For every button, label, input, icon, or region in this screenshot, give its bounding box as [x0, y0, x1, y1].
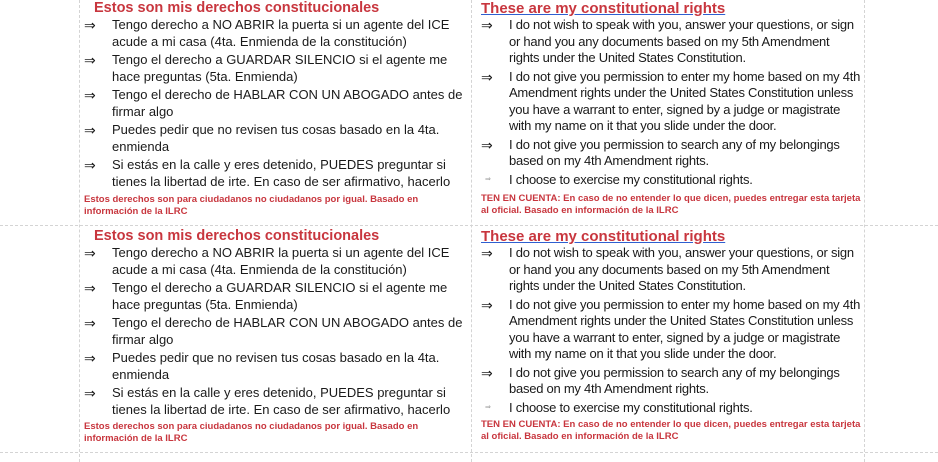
- double-arrow-right-icon: ⇒: [84, 17, 96, 33]
- footer-text: En caso de no entender lo que dicen, puedes entregar esta tarjeta al oficial. Basado en información de la ILRC: [481, 419, 861, 442]
- english-card-title: These are my constitutional rights: [481, 0, 726, 17]
- list-item: [84, 280, 468, 313]
- list-item: [481, 245, 861, 295]
- spanish-card-footer: Estos derechos son para ciudadanos no ciudadanos por igual. Basado en información de la ILRC: [84, 421, 419, 444]
- cut-guide-left: [79, 0, 80, 462]
- spanish-card-title: Estos son mis derechos constitucionales: [94, 228, 380, 244]
- list-item: [84, 245, 468, 278]
- english-rights-list: [481, 245, 861, 418]
- right-text: Puedes pedir que no revisen tus cosas basado en la 4ta. enmienda: [112, 122, 440, 154]
- right-text: Si estás en la calle y eres detenido, PUEDES preguntar si tienes la libertad de irte. En caso de ser afirmativo, hacerlo: [112, 385, 451, 417]
- list-item: [84, 122, 468, 155]
- double-arrow-right-icon: ⇒: [481, 68, 493, 85]
- spanish-rights-card-bottom: [84, 228, 468, 452]
- right-text: Tengo el derecho de HABLAR CON UN ABOGADO antes de firmar algo: [112, 315, 463, 347]
- cut-guide-middle-horizontal: [0, 225, 938, 226]
- english-rights-card-bottom: [481, 228, 861, 452]
- spanish-card-title: Estos son mis derechos constitucionales: [94, 0, 380, 16]
- cut-guide-middle: [471, 0, 472, 462]
- list-item: [84, 52, 468, 85]
- right-text: Tengo el derecho a GUARDAR SILENCIO si el agente me hace preguntas (5ta. Enmienda): [112, 52, 448, 84]
- right-text: I do not give you permission to search any of my belongings based on my 4th Amendment rights.: [509, 364, 840, 396]
- cut-guide-bottom: [0, 452, 938, 453]
- double-arrow-right-icon: ⇒: [481, 364, 493, 381]
- list-item: [481, 172, 861, 189]
- double-arrow-right-icon: ⇒: [84, 157, 96, 173]
- small-double-arrow-right-icon: ⇒: [485, 175, 491, 183]
- double-arrow-right-icon: ⇒: [84, 350, 96, 366]
- spanish-rights-card-top: [84, 0, 468, 225]
- english-card-footer: [481, 193, 861, 217]
- double-arrow-right-icon: ⇒: [84, 122, 96, 138]
- right-text: I do not wish to speak with you, answer your questions, or sign or hand you any documents based on my 5th Amendment rights under the United States Constitution.: [509, 17, 854, 65]
- right-text: Si estás en la calle y eres detenido, PUEDES preguntar si tienes la libertad de irte. En caso de ser afirmativo, hacerlo: [112, 157, 451, 189]
- right-text: Tengo derecho a NO ABRIR la puerta si un agente del ICE acude a mi casa (4ta. Enmienda de la constitución): [112, 245, 450, 277]
- footer-text: En caso de no entender lo que dicen, puedes entregar esta tarjeta al oficial. Basado en información de la ILRC: [481, 193, 861, 216]
- list-item: [481, 69, 861, 135]
- footer-label: TEN EN CUENTA:: [481, 193, 561, 204]
- right-text: I do not give you permission to search any of my belongings based on my 4th Amendment rights.: [509, 136, 840, 168]
- list-item: [84, 385, 468, 418]
- english-rights-card-top: [481, 0, 861, 225]
- double-arrow-right-icon: ⇒: [84, 87, 96, 103]
- double-arrow-right-icon: ⇒: [84, 280, 96, 296]
- right-text: Tengo el derecho a GUARDAR SILENCIO si el agente me hace preguntas (5ta. Enmienda): [112, 280, 448, 312]
- list-item: [481, 400, 861, 417]
- english-card-footer: [481, 419, 861, 443]
- double-arrow-right-icon: ⇒: [84, 245, 96, 261]
- double-arrow-right-icon: ⇒: [481, 296, 493, 313]
- right-text: I do not give you permission to enter my home based on my 4th Amendment rights under the United States Constitution unless you have a warrant to enter, signed by a judge or magistrate with my name on it that you slide under the door.: [509, 68, 861, 133]
- double-arrow-right-icon: ⇒: [481, 136, 493, 153]
- right-text: I choose to exercise my constitutional rights.: [509, 171, 753, 187]
- list-item: [84, 17, 468, 50]
- double-arrow-right-icon: ⇒: [481, 245, 493, 261]
- list-item: [481, 17, 861, 67]
- double-arrow-right-icon: ⇒: [481, 17, 493, 33]
- spanish-card-footer: Estos derechos son para ciudadanos no ciudadanos por igual. Basado en información de la ILRC: [84, 194, 419, 217]
- double-arrow-right-icon: ⇒: [84, 385, 96, 401]
- english-card-title: These are my constitutional rights: [481, 228, 726, 245]
- cut-guide-right: [864, 0, 865, 462]
- list-item: [481, 297, 861, 363]
- spanish-rights-list: [84, 17, 468, 192]
- list-item: [84, 350, 468, 383]
- list-item: [481, 365, 861, 398]
- double-arrow-right-icon: ⇒: [84, 52, 96, 68]
- english-rights-list: [481, 17, 861, 190]
- right-text: I do not give you permission to enter my home based on my 4th Amendment rights under the United States Constitution unless you have a warrant to enter, signed by a judge or magistrate with my name on it that you slide under the door.: [509, 296, 861, 361]
- footer-label: TEN EN CUENTA:: [481, 419, 561, 430]
- list-item: [84, 87, 468, 120]
- list-item: [84, 315, 468, 348]
- right-text: I choose to exercise my constitutional rights.: [509, 399, 753, 415]
- small-double-arrow-right-icon: ⇒: [485, 403, 491, 411]
- right-text: I do not wish to speak with you, answer your questions, or sign or hand you any documents based on my 5th Amendment rights under the United States Constitution.: [509, 245, 854, 293]
- right-text: Tengo derecho a NO ABRIR la puerta si un agente del ICE acude a mi casa (4ta. Enmienda de la constitución): [112, 17, 450, 49]
- spanish-rights-list: [84, 245, 468, 420]
- right-text: Tengo el derecho de HABLAR CON UN ABOGADO antes de firmar algo: [112, 87, 463, 119]
- right-text: Puedes pedir que no revisen tus cosas basado en la 4ta. enmienda: [112, 350, 440, 382]
- list-item: [84, 157, 468, 190]
- list-item: [481, 137, 861, 170]
- double-arrow-right-icon: ⇒: [84, 315, 96, 331]
